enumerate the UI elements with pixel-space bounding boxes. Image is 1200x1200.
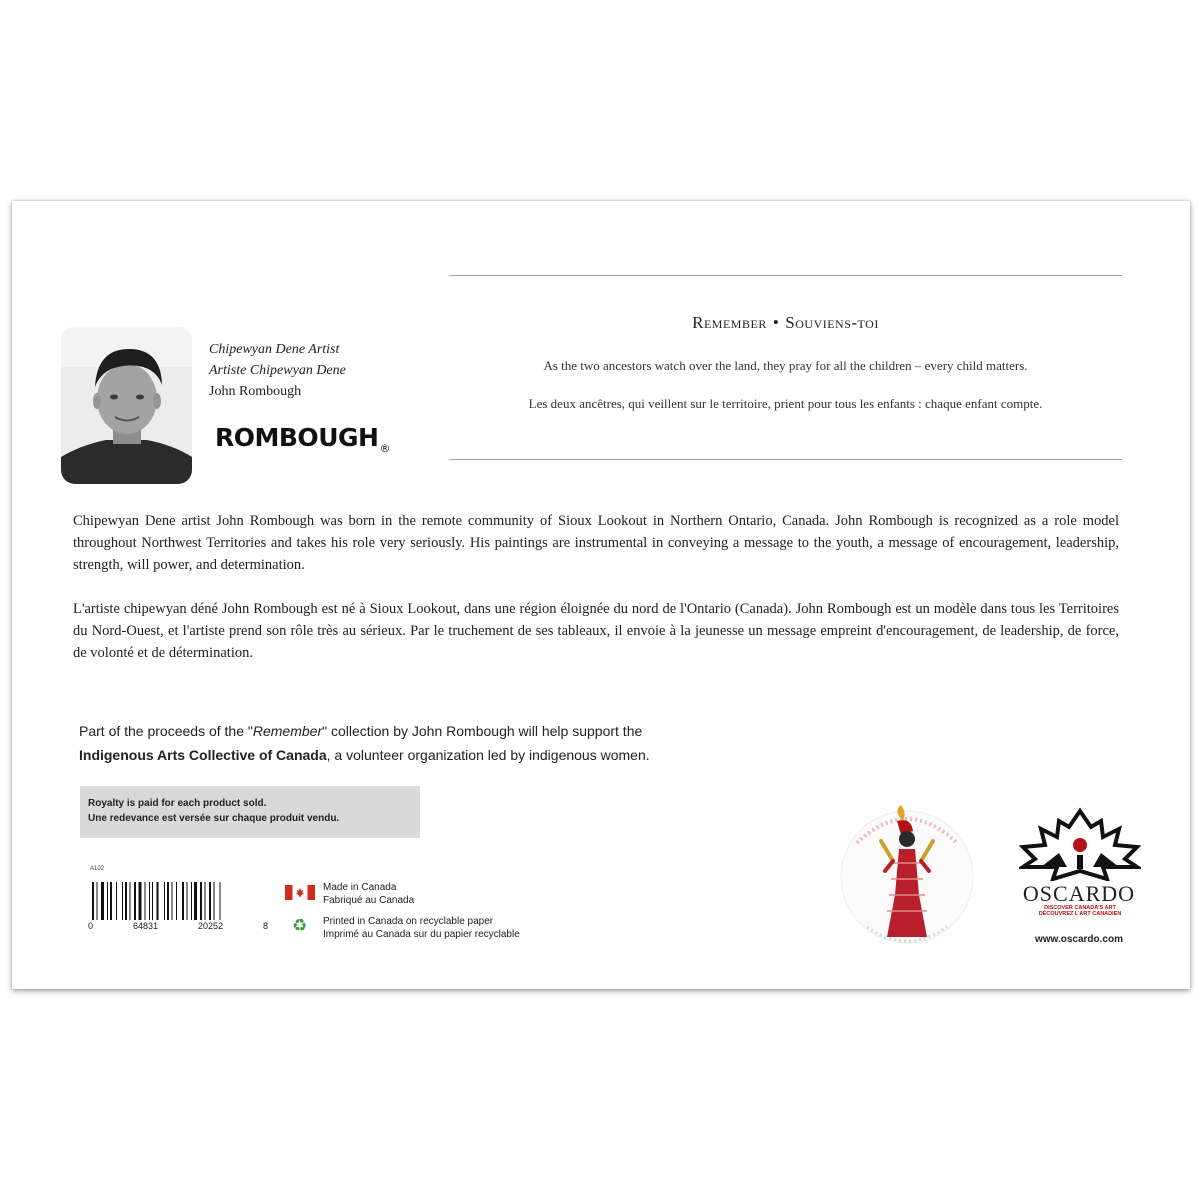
barcode-bar (167, 882, 169, 920)
barcode-bar (200, 882, 202, 920)
barcode-digit-group: 0 (88, 921, 94, 931)
made-in-fr: Fabriqué au Canada (323, 895, 415, 906)
oscardo-tagline-en: DISCOVER CANADA'S ART (1044, 905, 1116, 911)
indigenous-arts-collective-logo (831, 799, 983, 961)
barcode-bar (157, 882, 159, 920)
artist-name: John Rombough (209, 384, 302, 399)
sku-code: A102 (90, 866, 105, 872)
proceeds-note (79, 719, 799, 767)
barcode-bar (187, 882, 188, 920)
barcode-bar (92, 882, 94, 920)
royalty-en: Royalty is paid for each product sold. (88, 798, 267, 809)
barcode-bar (194, 882, 197, 920)
barcode-bar (220, 882, 221, 920)
bio-fr: L'artiste chipewyan déné John Rombough est né à Sioux Lookout, dans une région éloignée du nord de l'Ontario (Canada). John Rombough est un modèle dans tous les Territoires du Nord-Ouest, et l'artiste prend son rôle très au sérieux. Par le truchement de ses tableaux, il envoie à la jeunesse un message empreint d'encouragement, de leadership, de force, de volonté et de détermination. (73, 601, 1119, 661)
barcode-bar (101, 882, 104, 920)
printed-note (323, 915, 520, 941)
made-in-canada (323, 881, 414, 907)
proceeds-part3: , a volunteer organization led by indigenous women. (326, 747, 650, 763)
made-in-en: Made in Canada (323, 882, 397, 893)
registered-mark: ® (379, 442, 390, 455)
artist-title-en: Chipewyan Dene Artist (209, 342, 340, 357)
barcode-bar (130, 882, 131, 920)
barcode-bar (214, 882, 215, 920)
bottom-rule (449, 459, 1122, 460)
printed-en: Printed in Canada on recyclable paper (323, 916, 494, 927)
proceeds-part1: Part of the proceeds of the " (79, 723, 253, 739)
royalty-fr: Une redevance est versée sur chaque produit vendu. (88, 813, 340, 824)
barcode-bar (139, 882, 142, 920)
barcode-bar (97, 882, 98, 920)
barcode-digit-group: 64831 (132, 921, 159, 931)
proceeds-part2: " collection by John Rombough will help support the (322, 723, 643, 739)
artist-photo (61, 327, 192, 484)
artist-meta (209, 339, 346, 402)
oscardo-wordmark: OSCARDO (1022, 881, 1136, 906)
oscardo-tagline (1014, 905, 1146, 917)
barcode-bar (172, 882, 173, 920)
title-separator: • (772, 313, 780, 332)
barcode (92, 882, 264, 920)
canada-flag-icon (285, 885, 315, 900)
signature-text: ROMBOUGH (215, 423, 379, 452)
barcode-bar (182, 882, 184, 920)
barcode-bar (205, 882, 206, 920)
artist-title-fr: Artiste Chipewyan Dene (209, 363, 346, 378)
royalty-box (80, 786, 420, 838)
barcode-bar (191, 882, 192, 920)
proceeds-collection: Remember (252, 723, 323, 739)
barcode-bar (164, 882, 165, 920)
recycle-icon: ♻ (292, 916, 308, 935)
oscardo-tagline-fr: DÉCOUVREZ L'ART CANADIEN (1038, 911, 1122, 917)
oscardo-url[interactable]: www.oscardo.com (1035, 934, 1123, 945)
caption-en: As the two ancestors watch over the land, they pray for all the children – every child matters. (543, 358, 1028, 373)
artist-portrait-image (61, 327, 192, 484)
oscardo-maple-leaf-logo (1019, 807, 1141, 881)
barcode-bar (110, 882, 112, 920)
barcode-bar (107, 882, 108, 920)
barcode-bar (176, 882, 177, 920)
bio-en: Chipewyan Dene artist John Rombough was born in the remote community of Sioux Lookout in Northern Ontario, Canada. John Rombough is recognized as a role model throughout Northwest Territories and takes his role very seriously. His paintings are instrumental in conveying a message to the youth, a message of encouragement, leadership, strength, will power, and determination. (73, 513, 1119, 573)
artist-signature (215, 423, 390, 455)
card-back (12, 201, 1190, 989)
barcode-bar (149, 882, 150, 920)
barcode-bar (209, 882, 211, 920)
card-title (449, 313, 1122, 333)
barcode-digits (88, 921, 268, 931)
barcode-digit-group: 8 (262, 921, 268, 931)
proceeds-org: Indigenous Arts Collective of Canada (79, 747, 327, 763)
title-fr: Souviens-toi (785, 313, 879, 332)
top-rule (449, 275, 1122, 276)
barcode-bar (145, 882, 146, 920)
barcode-bar (134, 882, 136, 920)
barcode-bar (125, 882, 127, 920)
barcode-digit-group: 20252 (197, 921, 224, 931)
caption-fr: Les deux ancêtres, qui veillent sur le territoire, prient pour tous les enfants : chaque enfant compte. (528, 396, 1043, 411)
barcode-bar (152, 882, 153, 920)
printed-fr: Imprimé au Canada sur du papier recyclable (323, 929, 520, 940)
title-en: Remember (692, 313, 767, 332)
barcode-bar (122, 882, 123, 920)
barcode-bar (116, 882, 117, 920)
